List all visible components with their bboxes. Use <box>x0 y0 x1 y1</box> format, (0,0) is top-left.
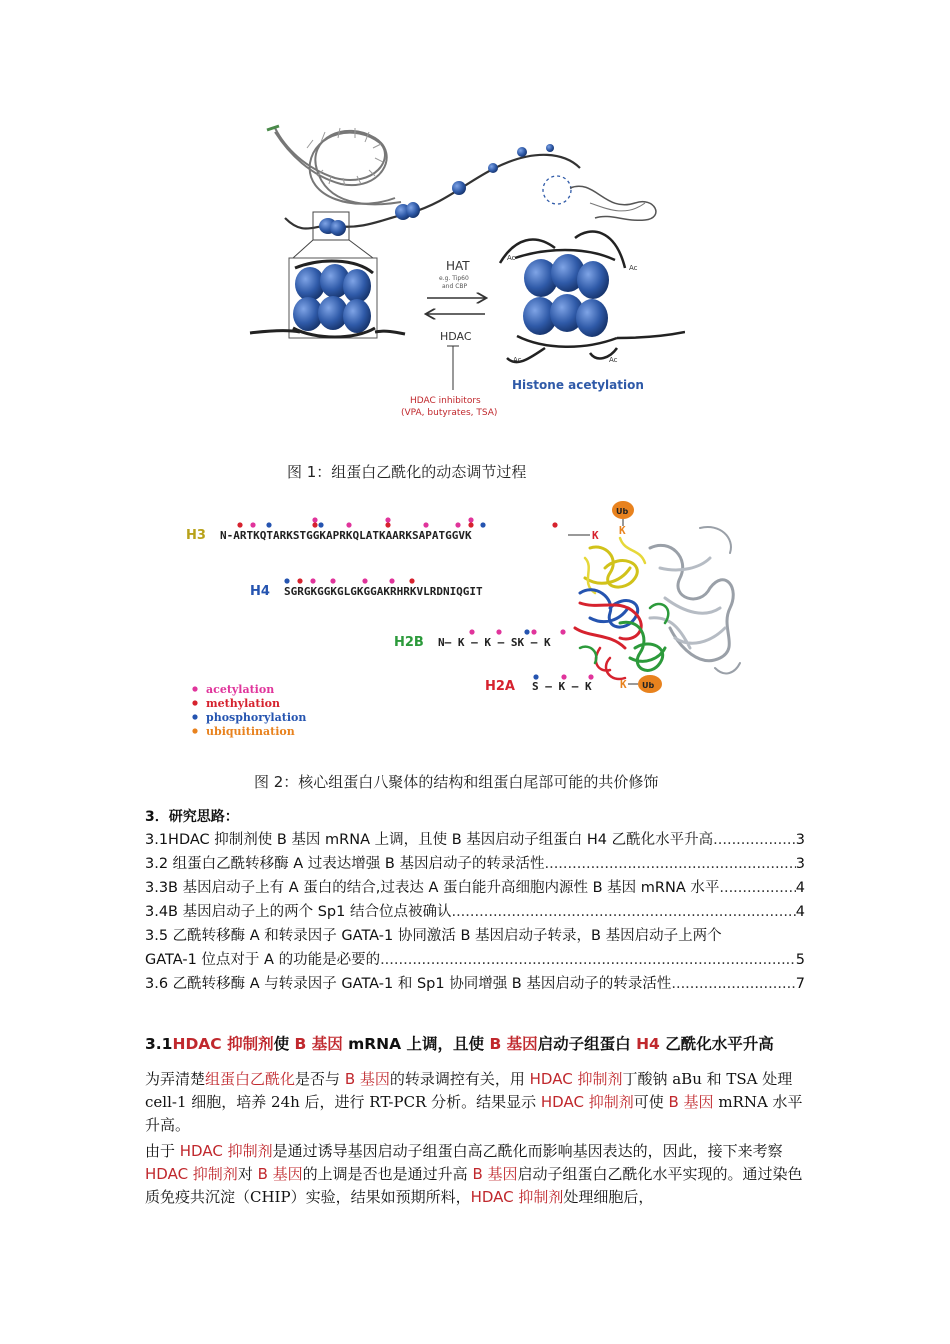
ac-mark-4: Ac <box>609 356 618 364</box>
svg-text:K: K <box>620 678 627 691</box>
h2a-label: H2A <box>485 679 515 694</box>
hdac-label: HDAC <box>440 330 472 343</box>
svg-text:Ub: Ub <box>642 681 655 690</box>
ac-mark-2: Ac <box>629 264 638 272</box>
legend-methylation: methylation <box>206 697 281 710</box>
hdac-inhibitors-label: HDAC inhibitors <box>410 396 481 406</box>
h2b-label: H2B <box>394 635 424 650</box>
h4-label: H4 <box>250 584 270 599</box>
ac-mark-3: Ac <box>513 356 522 364</box>
svg-text:K: K <box>619 524 626 537</box>
h3-label: H3 <box>186 528 206 543</box>
hat-examples-1: e.g. Tip60 <box>439 275 469 282</box>
paragraph-1: 为弄清楚组蛋白乙酰化是否与 B 基因的转录调控有关，用 HDAC 抑制剂丁酸钠 aBu 和 TSA 处理 cell-1 细胞，培养 24h 后，进行 RT-PCR 分析。结果显示 HDAC 抑制剂可使 B 基因 mRNA 水平升高。 <box>145 1070 803 1134</box>
h2b-modification-marks <box>469 629 565 634</box>
hat-label: HAT <box>446 259 470 273</box>
chromatin-acetylation-diagram <box>245 118 685 436</box>
toc-item[interactable]: 3.1HDAC 抑制剂使 B 基因 mRNA 上调，且使 B 基因启动子组蛋白 H4 乙酰化水平升高 ..... 3 <box>145 828 805 852</box>
ub-badge-top <box>612 501 634 537</box>
ub-badge-bottom <box>620 675 662 693</box>
modification-legend <box>192 683 306 738</box>
open-chromatin <box>543 176 656 220</box>
h3-k79: K <box>592 529 599 542</box>
histone-acetylation-label: Histone acetylation <box>512 378 644 392</box>
figure-2 <box>180 498 750 746</box>
h2b-sequence: N— K — K — SK — K <box>438 636 551 649</box>
legend-acetylation: acetylation <box>206 683 275 696</box>
table-of-contents <box>145 828 805 996</box>
svg-text:Ub: Ub <box>616 507 629 516</box>
h2a-modification-marks <box>533 674 593 679</box>
toc-item[interactable]: 3.2 组蛋白乙酰转移酶 A 过表达增强 B 基因启动子的转录活性 ..... 3 <box>145 852 805 876</box>
figure-2-caption: 图 2：核心组蛋白八聚体的结构和组蛋白尾部可能的共价修饰 <box>254 773 659 791</box>
histone-octamer-diagram <box>180 498 750 746</box>
toc-title: 3．研究思路： <box>145 809 239 825</box>
toc-item[interactable]: 3.6 乙酰转移酶 A 与转录因子 GATA-1 和 Sp1 协同增强 B 基因启动子的转录活性 ..... 7 <box>145 972 805 996</box>
figure-1-caption: 图 1：组蛋白乙酰化的动态调节过程 <box>287 463 527 481</box>
condensed-nucleosome <box>250 261 405 337</box>
hat-examples-2: and CBP <box>442 283 468 290</box>
h4-modification-marks <box>284 578 414 583</box>
legend-phosphorylation: phosphorylation <box>206 711 307 724</box>
acetylated-nucleosome <box>500 232 685 363</box>
hdac-inhibitors-list: (VPA, butyrates, TSA) <box>401 408 498 418</box>
octamer-ribbon-structure <box>575 527 740 679</box>
h4-sequence: SGRGKGGKGLGKGGAKRHRKVLRDNIQGIT <box>284 585 483 598</box>
toc-item[interactable]: GATA-1 位点对于 A 的功能是必要的 ..... 5 <box>145 948 805 972</box>
toc-item[interactable]: 3.4B 基因启动子上的两个 Sp1 结合位点被确认 ..... 4 <box>145 900 805 924</box>
toc-item-wrapped-line[interactable]: 3.5 乙酰转移酶 A 和转录因子 GATA-1 协同激活 B 基因启动子转录，B 基因启动子上两个 <box>145 928 722 944</box>
h3-sequence: N-ARTKQTARKSTGGKAPRKQLATKAARKSAPATGGVK <box>220 529 472 542</box>
toc-item[interactable]: 3.3B 基因启动子上有 A 蛋白的结合,过表达 A 蛋白能升高细胞内源性 B 基因 mRNA 水平 ..... 4 <box>145 876 805 900</box>
h2a-sequence: S — K — K <box>532 680 592 693</box>
section-heading: 3.1HDAC 抑制剂使 B 基因 mRNA 上调，且使 B 基因启动子组蛋白 H4 乙酰化水平升高 <box>145 1035 774 1053</box>
legend-ubiquitination: ubiquitination <box>206 725 295 738</box>
ac-mark-1: Ac <box>507 254 516 262</box>
figure-1 <box>245 118 685 436</box>
paragraph-2: 由于 HDAC 抑制剂是通过诱导基因启动子组蛋白高乙酰化而影响基因表达的，因此，接下来考察 HDAC 抑制剂对 B 基因的上调是否也是通过升高 B 基因启动子组蛋白乙酰化水平实现的。通过染色质免疫共沉淀（CHIP）实验，结果如预期所料，HDAC 抑制剂处理细胞后， <box>145 1142 803 1206</box>
dna-helix <box>275 128 401 204</box>
h3-modification-marks <box>237 517 557 527</box>
